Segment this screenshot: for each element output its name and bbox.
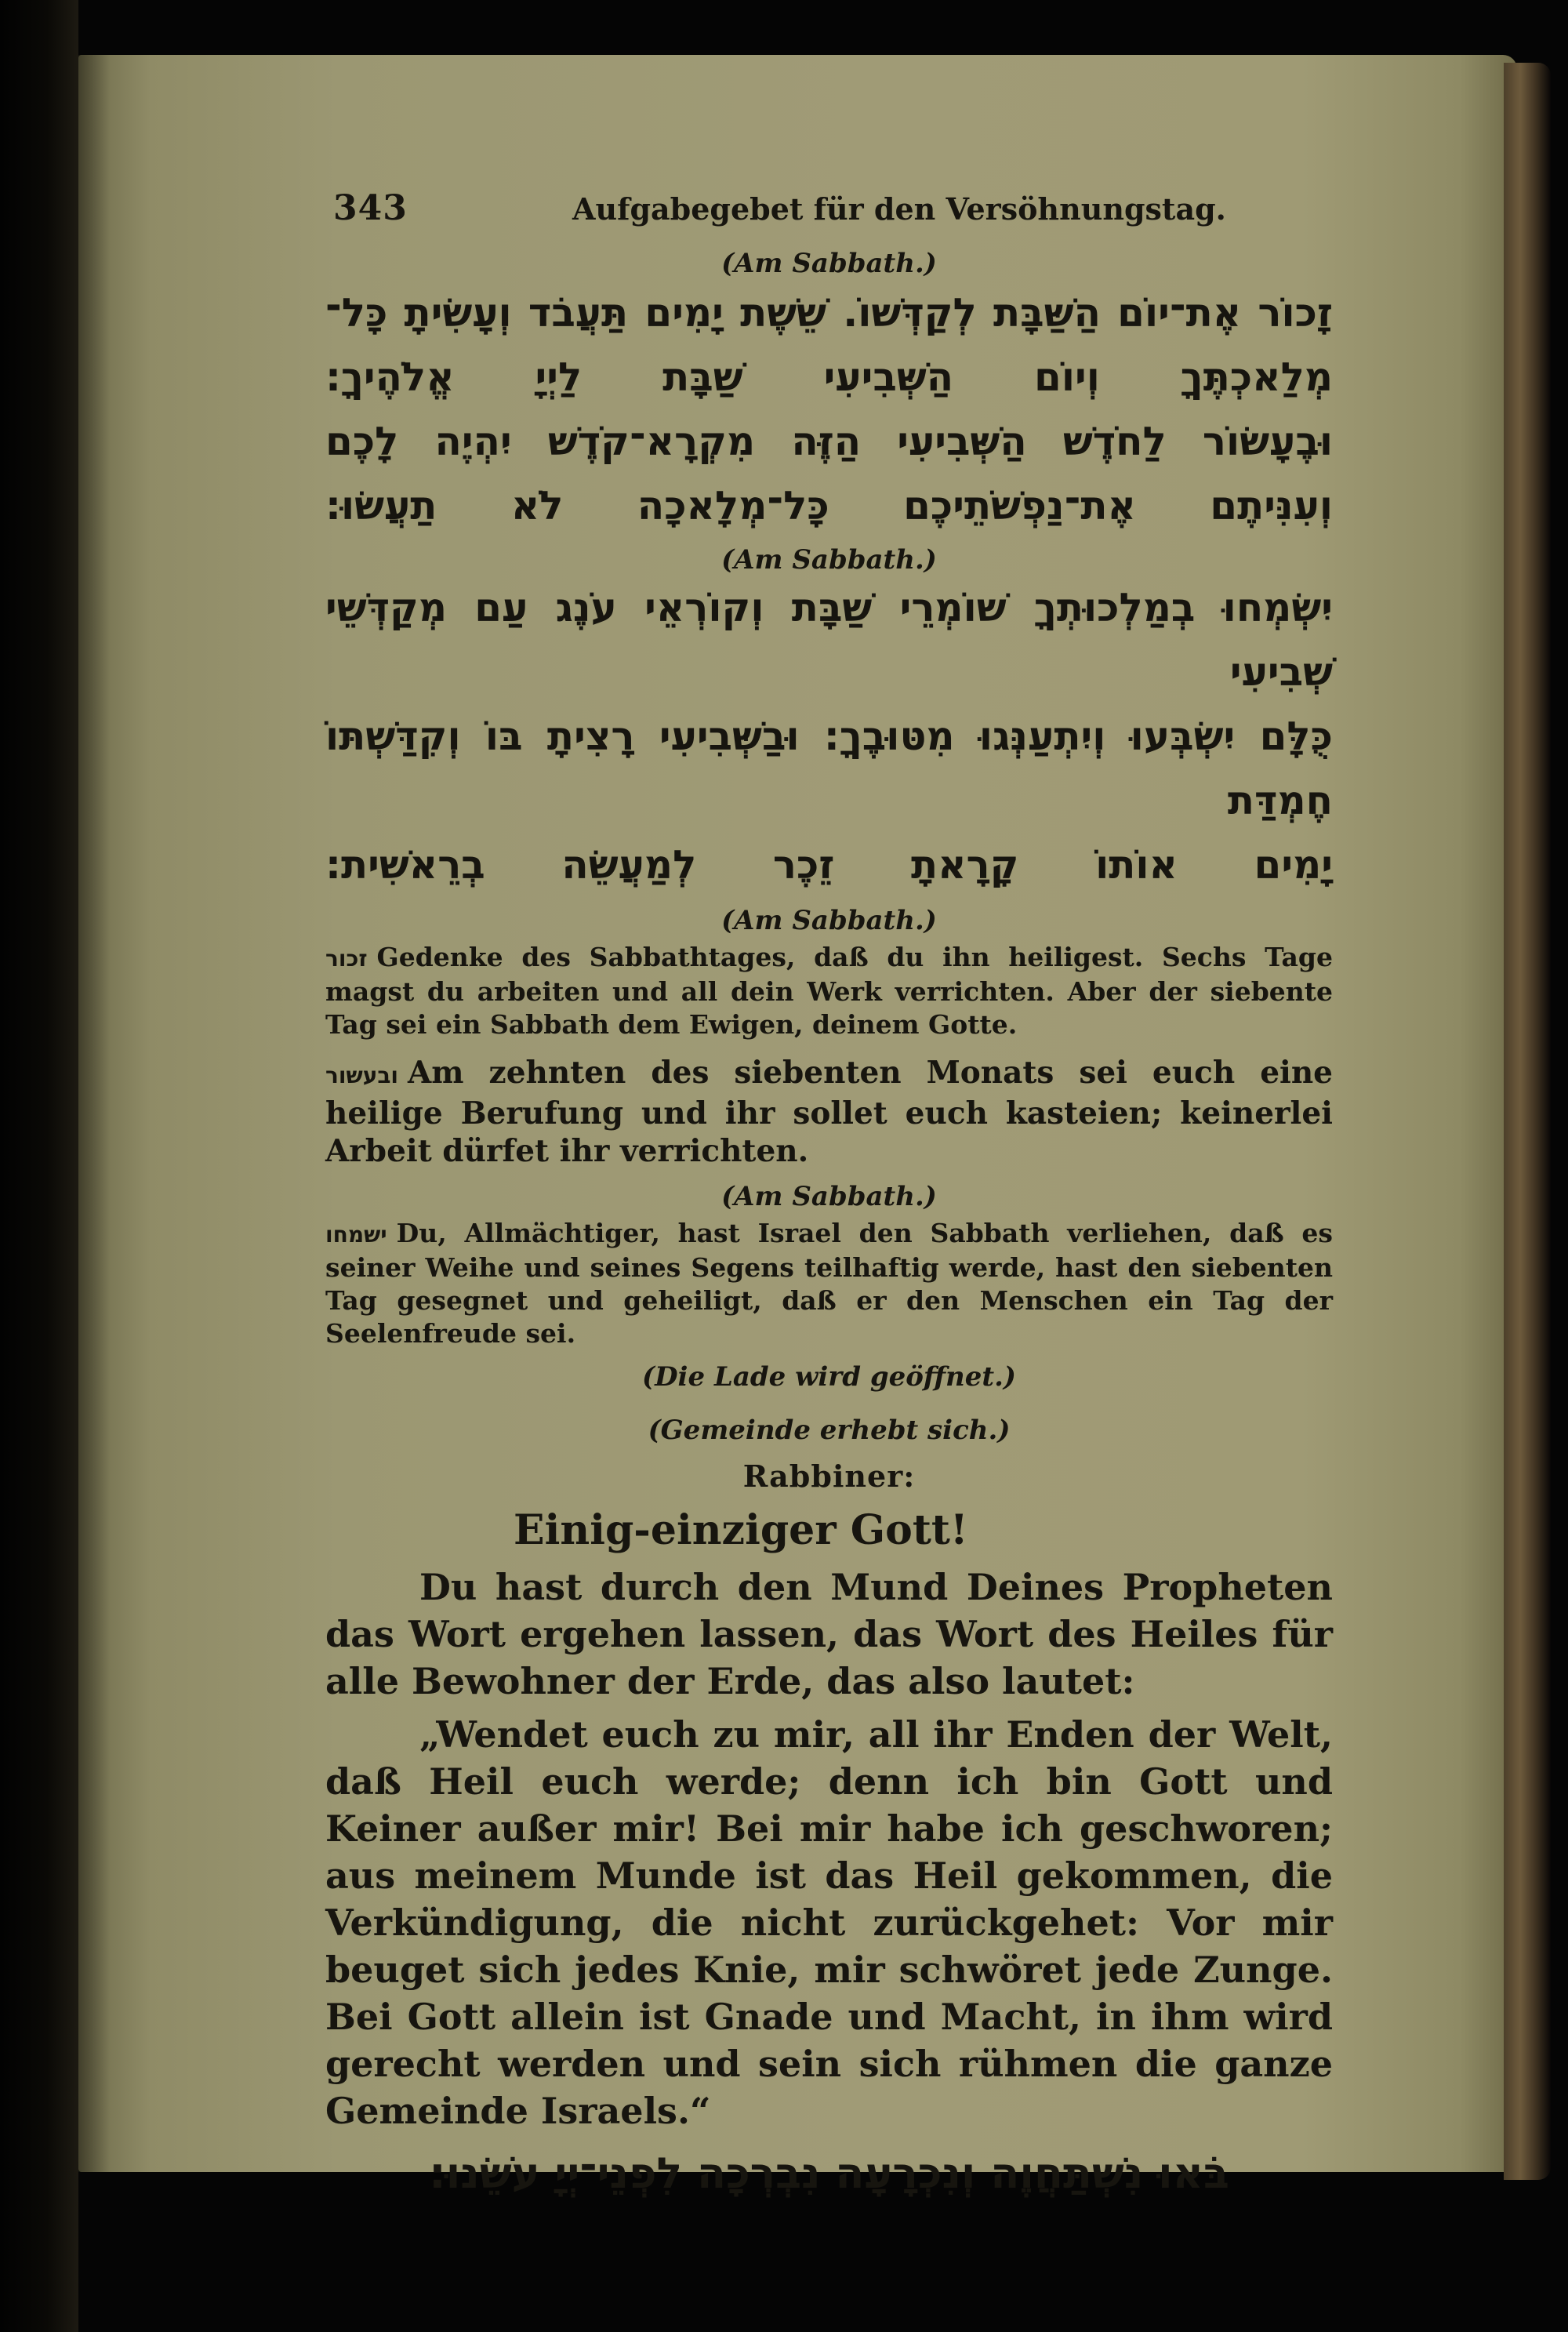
page-gutter-shadow (78, 55, 110, 2172)
hebrew-line: וּבֶעָשׂוֹר לַחֹדֶשׁ הַשְּׁבִיעִי הַזֶּה מִקְרָא־קֹדֶשׁ יִהְיֶה לָכֶם (325, 419, 1333, 464)
translation-keyword: ישמחו (325, 1222, 387, 1248)
rubric-ark-opened: (Die Lade wird geöffnet.) (641, 1361, 1017, 1393)
invocation: Einig-einziger Gott! (514, 1506, 968, 1554)
book-spine-shadow (0, 0, 78, 2332)
rubric-am-sabbath-1: (Am Sabbath.) (721, 248, 937, 279)
rubric-am-sabbath-3: (Am Sabbath.) (721, 905, 937, 936)
page-header (325, 188, 1333, 243)
hebrew-zachor (325, 281, 1333, 409)
page-content (325, 188, 1333, 2205)
prophet-quote: „Wendet euch zu mir, all ihr Enden der Welt, daß Heil euch werde; denn ich bin Gott und Keiner außer mir! Bei mir habe ich geschworen; aus meinem Munde ist das Heil gekommen, die Verkündigung, die nicht zurückgehet: Vor mir beuget sich jedes Knie, mir schwöret jede Zunge. Bei Gott allein ist Gnade und Macht, in ihm wird gerecht werden und sein sich rühmen die ganze Gemeinde Israels.“ (325, 1713, 1333, 2132)
rubric-am-sabbath-4: (Am Sabbath.) (721, 1181, 937, 1212)
rubric-am-sabbath-2: (Am Sabbath.) (721, 544, 937, 576)
translation-text: Am zehnten des siebenten Monats sei euch eine heilige Berufung und ihr sollet euch kasteien; keinerlei Arbeit dürfet ihr verrichten. (325, 1055, 1333, 1169)
hebrew-line: יָמִים אוֹתוֹ קָרָאתָ זֵכֶר לְמַעֲשֵׂה בְרֵאשִׁית: (325, 842, 1333, 888)
page-fore-edge (1504, 63, 1551, 2180)
running-title: Aufgabegebet für den Versöhnungstag. (572, 191, 1226, 227)
translation-keyword: ובעשור (325, 1062, 399, 1088)
hebrew-uveasor (325, 409, 1333, 538)
translation-text: Du, Allmächtiger, hast Israel den Sabbath verliehen, daß es seiner Weihe und seines Segens teilhaftig werde, hast den siebenten Tag gesegnet und geheiligt, daß er den Menschen ein Tag der Seelenfreude sei. (325, 1218, 1333, 1349)
translation-zachor (325, 941, 1333, 1041)
hebrew-closing-verse: בֹּאוּ נִשְׁתַּחֲוֶה וְנִכְרָעָה נִבְרְכָה לִפְנֵי־יְיָ עֹשֵׂנוּ: (429, 2149, 1229, 2198)
translation-uveasor (325, 1054, 1333, 1170)
page-number: 343 (333, 188, 408, 228)
hebrew-yismechu (325, 576, 1333, 897)
hebrew-line: וְעִנִּיתֶם אֶת־נַפְשֹׁתֵיכֶם כָּל־מְלָאכָה לֹא תַעֲשׂוּ: (325, 483, 1333, 529)
sermon-paragraph: Du hast durch den Mund Deines Propheten das Wort ergehen lassen, das Wort des Heiles für alle Bewohner der Erde, das also lautet: (325, 1566, 1333, 1702)
hebrew-line: זָכוֹר אֶת־יוֹם הַשַּׁבָּת לְקַדְּשׁוֹ. שֵׁשֶׁת יָמִים תַּעֲבֹד וְעָשִׂיתָ כָּל־ (325, 290, 1333, 336)
speaker-label: Rabbiner: (742, 1458, 916, 1494)
hebrew-line: כֻּלָּם יִשְׂבְּעוּ וְיִתְעַנְּגוּ מִטּוּבֶךָ: וּבַשְּׁבִיעִי רָצִיתָ בּוֹ וְקִדַּשְׁתּוֹ חֶמְדַּת (325, 714, 1333, 823)
hebrew-line: יִשְׂמְחוּ בְמַלְכוּתְךָ שׁוֹמְרֵי שַׁבָּת וְקוֹרְאֵי עֹנֶג עַם מְקַדְּשֵׁי שְׁבִיעִי (325, 585, 1333, 695)
hebrew-line: מְלַאכְתֶּךָ וְיוֹם הַשְּׁבִיעִי שַׁבָּת לַיְיָ אֱלֹהֶיךָ: (325, 354, 1333, 400)
rubric-congregation-rises: (Gemeinde erhebt sich.) (648, 1415, 1011, 1446)
translation-yismechu (325, 1217, 1333, 1350)
translation-keyword: זכור (325, 946, 368, 972)
translation-text: Gedenke des Sabbathtages, daß du ihn heiligest. Sechs Tage magst du arbeiten und all dein Werk verrichten. Aber der siebente Tag sei ein Sabbath dem Ewigen, deinem Gotte. (325, 942, 1333, 1040)
